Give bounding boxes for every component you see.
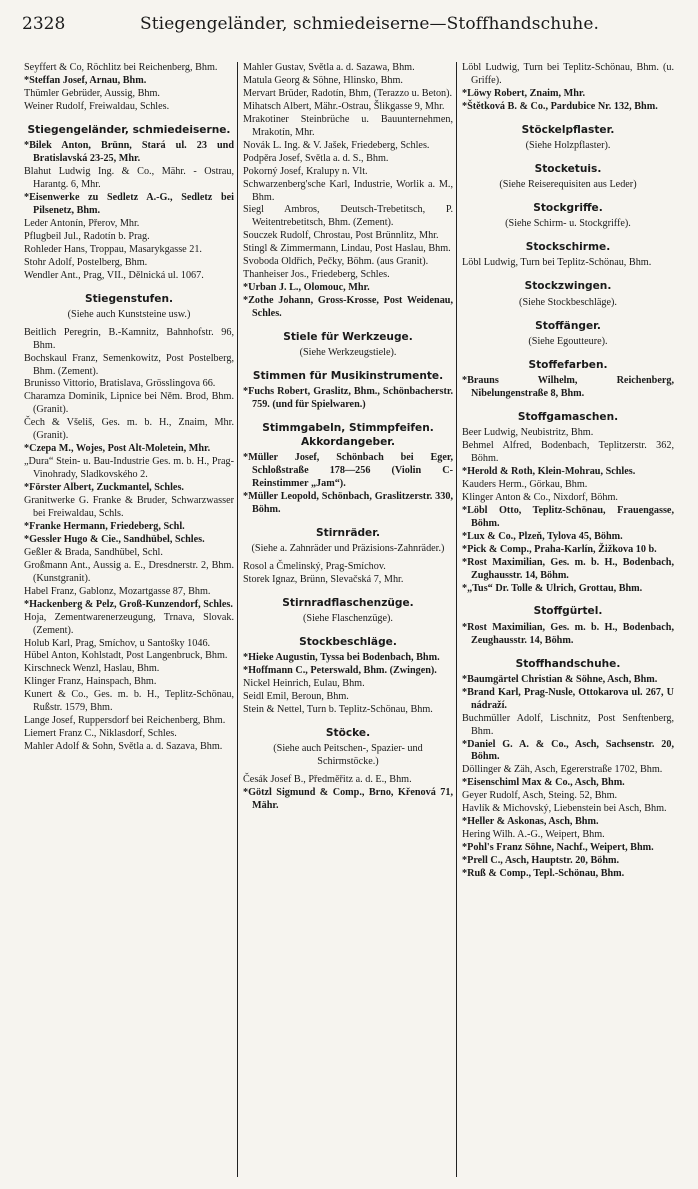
directory-entry: Wendler Ant., Prag, VII., Dělnická ul. 1067. bbox=[24, 269, 204, 281]
directory-entry: *Štětková B. & Co., Pardubice Nr. 132, Bhm. bbox=[462, 100, 658, 112]
running-title: Stiegengeländer, schmiedeiserne—Stoffhandschuhe. bbox=[140, 14, 600, 34]
directory-entry: Kirschneck Wenzl, Haslau, Bhm. bbox=[24, 663, 160, 675]
directory-entry: *Ruß & Comp., Tepl.-Schönau, Bhm. bbox=[462, 868, 625, 880]
directory-entry: Mahler Gustav, Světla a. d. Sazawa, Bhm. bbox=[243, 62, 415, 73]
directory-entry: *Heller & Askonas, Asch, Bhm. bbox=[462, 816, 599, 828]
directory-entry: Stein & Nettel, Turn b. Teplitz-Schönau, Bhm. bbox=[243, 703, 433, 715]
cross-reference-note: (Siehe Schirm- u. Stockgriffe). bbox=[505, 218, 631, 230]
directory-entry: Lange Josef, Ruppersdorf bei Reichenberg, Bhm. bbox=[24, 715, 226, 727]
section-heading: Stoffefarben. bbox=[528, 358, 608, 371]
directory-entry: Seyffert & Co, Röchlitz bei Reichenberg, Bhm. bbox=[24, 62, 218, 73]
directory-entry: Thümler Gebrüder, Aussig, Bhm. bbox=[24, 87, 160, 99]
section-heading: Stöckelpflaster. bbox=[521, 123, 615, 136]
directory-entry: Kunert & Co., Ges. m. b. H., Teplitz-Schönau, Rußstr. 1579, Bhm. bbox=[24, 689, 234, 714]
directory-entry: *Müller Josef, Schönbach bei Eger, Schloßstraße 178—256 (Violin C-Reinstimmer „Jam“). bbox=[243, 451, 453, 489]
section-heading: Stirnradflaschenzüge. bbox=[282, 596, 414, 609]
directory-entry: Hoja, Zementwarenerzeugung, Trnava, Slovak. (Zement). bbox=[24, 611, 234, 636]
cross-reference-note: (Siehe auch Peitschen-, Spazier- und Schirmstöcke.) bbox=[273, 742, 423, 767]
directory-entry: Svoboda Oldřich, Pečky, Böhm. (aus Granit). bbox=[243, 256, 429, 268]
section-heading: Stocketuis. bbox=[534, 162, 602, 175]
directory-entry: Podpěra Josef, Světla a. d. S., Bhm. bbox=[243, 152, 389, 164]
section-heading: Stirnräder. bbox=[316, 526, 380, 539]
directory-entry: Havlík & Michovský, Liebenstein bei Asch, Bhm. bbox=[462, 803, 667, 815]
directory-entry: *Fuchs Robert, Graslitz, Bhm., Schönbacherstr. 759. (und für Spielwaren.) bbox=[243, 386, 453, 411]
directory-entry: Schwarzenberg'sche Karl, Industrie, Worlik a. M., Bhm. bbox=[243, 178, 453, 203]
cross-reference-note: (Siehe Stockbeschläge). bbox=[519, 296, 617, 308]
directory-entry: Rosol a Čmelinský, Prag-Smíchov. bbox=[243, 560, 386, 572]
directory-entry: Behmel Alfred, Bodenbach, Teplitzerstr. 362, Böhm. bbox=[462, 440, 674, 464]
directory-entry: Česák Josef B., Předměřitz a. d. E., Bhm. bbox=[243, 773, 412, 785]
directory-entry: Seidl Emil, Beroun, Bhm. bbox=[243, 690, 349, 702]
cross-reference-note: (Siehe Werkzeugstiele). bbox=[299, 347, 397, 359]
section-heading: Stimmgabeln, Stimmpfeifen. Akkordangeber. bbox=[262, 422, 434, 448]
directory-entry: *Bilek Anton, Brünn, Stará ul. 23 und Bratislavská 23-25, Mhr. bbox=[24, 140, 234, 164]
directory-entry: Thanheiser Jos., Friedeberg, Schles. bbox=[243, 269, 390, 281]
directory-entry: *Löwy Robert, Znaim, Mhr. bbox=[462, 87, 586, 99]
directory-entry: Mrakotiner Steinbrüche u. Bauunternehmen, Mrakotín, Mhr. bbox=[243, 113, 453, 138]
section-heading: Stoffänger. bbox=[535, 319, 601, 332]
directory-entry: *Hieke Augustin, Tyssa bei Bodenbach, Bhm. bbox=[243, 651, 440, 663]
directory-entry: Liemert Franz C., Niklasdorf, Schles. bbox=[24, 728, 177, 740]
section-heading: Stoffgamaschen. bbox=[517, 410, 619, 423]
directory-entry: Bochskaul Franz, Semenkowitz, Post Postelberg, Bhm. (Zement). bbox=[24, 352, 234, 377]
directory-entry: *Rost Maximilian, Ges. m. b. H., Bodenbach, Zeughausstr. 14, Böhm. bbox=[462, 621, 674, 646]
cross-reference-note: (Siehe Holzpflaster). bbox=[525, 140, 611, 152]
directory-entry: Stingl & Zimmermann, Lindau, Post Haslau, Bhm. bbox=[243, 243, 451, 255]
directory-entry: Charamza Dominik, Lipnice bei Něm. Brod, Bhm. (Granit). bbox=[24, 391, 234, 416]
directory-entry: Rohleder Hans, Troppau, Masarykgasse 21. bbox=[24, 243, 202, 255]
directory-entry: Stohr Adolf, Postelberg, Bhm. bbox=[24, 256, 148, 268]
directory-entry: *Franke Hermann, Friedeberg, Schl. bbox=[24, 520, 185, 532]
directory-entry: *Müller Leopold, Schönbach, Graslitzerstr. 330, Böhm. bbox=[243, 490, 453, 515]
section-heading: Stockgriffe. bbox=[533, 202, 603, 215]
section-heading: Stockzwingen. bbox=[524, 280, 612, 293]
directory-entry: Leder Antonín, Přerov, Mhr. bbox=[24, 217, 140, 229]
directory-entry: Granitwerke G. Franke & Bruder, Schwarzwasser bei Freiwaldau, Schls. bbox=[24, 495, 234, 519]
directory-entry: *Zothe Johann, Gross-Krosse, Post Weidenau, Schles. bbox=[243, 295, 453, 320]
section-heading: Stoffhandschuhe. bbox=[515, 657, 621, 670]
directory-entry: Mahler Adolf & Sohn, Světla a. d. Sazava, Bhm. bbox=[24, 741, 223, 753]
directory-entry: Souczek Rudolf, Chrostau, Post Brünnlitz, Mhr. bbox=[243, 230, 439, 242]
cross-reference-note: (Siehe Egoutteure). bbox=[528, 335, 608, 347]
directory-entry: Geyer Rudolf, Asch, Steing. 52, Bhm. bbox=[462, 790, 618, 802]
directory-entry: *Steffan Josef, Arnau, Bhm. bbox=[24, 74, 147, 86]
directory-entry: Siegl Ambros, Deutsch-Trebetitsch, P. Weitentrebetitsch, Bhm. (Zement). bbox=[243, 204, 453, 229]
directory-entry: *Förster Albert, Zuckmantel, Schles. bbox=[24, 482, 184, 494]
directory-entry: Blahut Ludwig Ing. & Co., Mähr. - Ostrau, Harantg. 6, Mhr. bbox=[24, 165, 234, 190]
directory-entry: Löbl Ludwig, Turn bei Teplitz-Schönau, Bhm. bbox=[462, 257, 652, 269]
directory-entry: *Lux & Co., Plzeň, Tylova 45, Böhm. bbox=[462, 530, 623, 542]
column-left bbox=[24, 62, 234, 754]
directory-entry: *Pohl's Franz Söhne, Nachf., Weipert, Bhm. bbox=[462, 842, 654, 854]
directory-entry: Habel Franz, Gablonz, Mozartgasse 87, Bhm. bbox=[24, 585, 211, 597]
column-middle bbox=[243, 62, 453, 813]
directory-entry: *Brauns Wilhelm, Reichenberg, Nibelungenstraße 8, Bhm. bbox=[462, 374, 674, 399]
directory-entry: *Urban J. L., Olomouc, Mhr. bbox=[243, 282, 370, 294]
directory-entry: *Brand Karl, Prag-Nusle, Ottokarova ul. 267, U nádraží. bbox=[462, 686, 674, 711]
cross-reference-note: (Siehe Flaschenzüge). bbox=[303, 612, 393, 624]
directory-entry: Beer Ludwig, Neubistritz, Bhm. bbox=[462, 427, 594, 439]
column-divider bbox=[456, 62, 457, 1177]
page-number: 2328 bbox=[22, 14, 66, 34]
directory-entry: Hering Wilh. A.-G., Weipert, Bhm. bbox=[462, 829, 605, 841]
section-heading: Stiegengeländer, schmiedeiserne. bbox=[27, 123, 231, 136]
directory-entry: Novák L. Ing. & V. Jašek, Friedeberg, Schles. bbox=[243, 139, 430, 151]
section-heading: Stöcke. bbox=[325, 726, 371, 739]
column-right bbox=[462, 62, 674, 881]
directory-entry: Brunisso Vittorio, Bratislava, Grösslingova 66. bbox=[24, 378, 216, 390]
directory-entry: *Gessler Hugo & Cie., Sandhübel, Schles. bbox=[24, 533, 205, 545]
section-heading: Stiegenstufen. bbox=[84, 292, 174, 305]
directory-entry: *Czepa M., Wojes, Post Alt-Moletein, Mhr. bbox=[24, 443, 211, 455]
directory-entry: *„Tus“ Dr. Tolle & Ulrich, Grottau, Bhm. bbox=[462, 582, 643, 594]
column-divider bbox=[237, 62, 238, 1177]
directory-entry: *Hackenberg & Pelz, Groß-Kunzendorf, Schles. bbox=[24, 598, 233, 610]
section-heading: Stiele für Werkzeuge. bbox=[283, 331, 413, 344]
directory-entry: Döllinger & Zäh, Asch, Egererstraße 1702, Bhm. bbox=[462, 764, 663, 776]
directory-entry: Klinger Franz, Hainspach, Bhm. bbox=[24, 676, 157, 688]
directory-entry: *Löbl Otto, Teplitz-Schönau, Frauengasse, Böhm. bbox=[462, 504, 674, 529]
directory-entry: *Rost Maximilian, Ges. m. b. H., Bodenbach, Zughausstr. 14, Böhm. bbox=[462, 556, 674, 581]
directory-entry: *Pick & Comp., Praha-Karlín, Žižkova 10 b. bbox=[462, 543, 657, 555]
directory-entry: Holub Karl, Prag, Smíchov, u Santošky 1046. bbox=[24, 637, 211, 649]
directory-entry: Pokorný Josef, Kralupy n. Vlt. bbox=[243, 165, 368, 177]
directory-entry: Geßler & Brada, Sandhübel, Schl. bbox=[24, 546, 163, 558]
page-header bbox=[22, 14, 682, 40]
directory-entry: Nickel Heinrich, Eulau, Bhm. bbox=[243, 677, 365, 689]
directory-entry: Kauders Herm., Görkau, Bhm. bbox=[462, 478, 588, 490]
directory-entry: Klinger Anton & Co., Nixdorf, Böhm. bbox=[462, 491, 618, 503]
directory-entry: Buchmüller Adolf, Lischnitz, Post Senftenberg, Bhm. bbox=[462, 712, 674, 737]
directory-entry: *Herold & Roth, Klein-Mohrau, Schles. bbox=[462, 465, 636, 477]
directory-entry: *Hoffmann C., Peterswald, Bhm. (Zwingen). bbox=[243, 664, 437, 676]
directory-entry: *Eisenwerke zu Sedletz A.-G., Sedletz bei Pilsenetz, Bhm. bbox=[24, 191, 234, 216]
directory-entry: *Daniel G. A. & Co., Asch, Sachsenstr. 20, Böhm. bbox=[462, 738, 674, 763]
section-heading: Stockschirme. bbox=[525, 241, 611, 254]
directory-entry: Weiner Rudolf, Freiwaldau, Schles. bbox=[24, 100, 170, 112]
directory-entry: *Eisenschiml Max & Co., Asch, Bhm. bbox=[462, 777, 625, 789]
cross-reference-note: (Siehe auch Kunststeine usw.) bbox=[67, 308, 191, 320]
directory-entry: Mihatsch Albert, Mähr.-Ostrau, Šlikgasse 9, Mhr. bbox=[243, 100, 445, 112]
directory-entry: Storek Ignaz, Brünn, Slevačská 7, Mhr. bbox=[243, 573, 404, 585]
directory-entry: „Dura“ Stein- u. Bau-Industrie Ges. m. b. H., Prag-Vinohrady, Sladkovského 2. bbox=[24, 456, 234, 481]
directory-entry: Pflugbeil Jul., Radotín b. Prag. bbox=[24, 230, 150, 242]
directory-entry: *Prell C., Asch, Hauptstr. 20, Böhm. bbox=[462, 855, 620, 867]
directory-entry: Matula Georg & Söhne, Hlinsko, Bhm. bbox=[243, 74, 403, 86]
section-heading: Stockbeschläge. bbox=[299, 635, 397, 648]
section-heading: Stimmen für Musikinstrumente. bbox=[252, 370, 444, 383]
cross-reference-note: (Siehe Reiserequisiten aus Leder) bbox=[499, 179, 637, 191]
directory-entry: Čech & Všeliš, Ges. m. b. H., Znaim, Mhr. (Granit). bbox=[24, 417, 234, 442]
cross-reference-note: (Siehe a. Zahnräder und Präzisions-Zahnräder.) bbox=[251, 542, 445, 554]
directory-entry: Hübel Anton, Kohlstadt, Post Langenbruck, Bhm. bbox=[24, 650, 228, 662]
directory-entry: Löbl Ludwig, Turn bei Teplitz-Schönau, Bhm. (u. Griffe). bbox=[462, 62, 674, 86]
directory-entry: *Baumgärtel Christian & Söhne, Asch, Bhm. bbox=[462, 673, 658, 685]
directory-entry: Beitlich Peregrin, B.-Kamnitz, Bahnhofstr. 96, Bhm. bbox=[24, 326, 234, 351]
section-heading: Stoffgürtel. bbox=[533, 605, 603, 618]
directory-entry: Mervart Brüder, Radotín, Bhm, (Terazzo u. Beton). bbox=[243, 87, 453, 99]
directory-entry: Großmann Ant., Aussig a. E., Dresdnerstr. 2, Bhm. (Kunstgranit). bbox=[24, 559, 234, 584]
directory-entry: *Götzl Sigmund & Comp., Brno, Křenová 71, Mähr. bbox=[243, 786, 453, 811]
